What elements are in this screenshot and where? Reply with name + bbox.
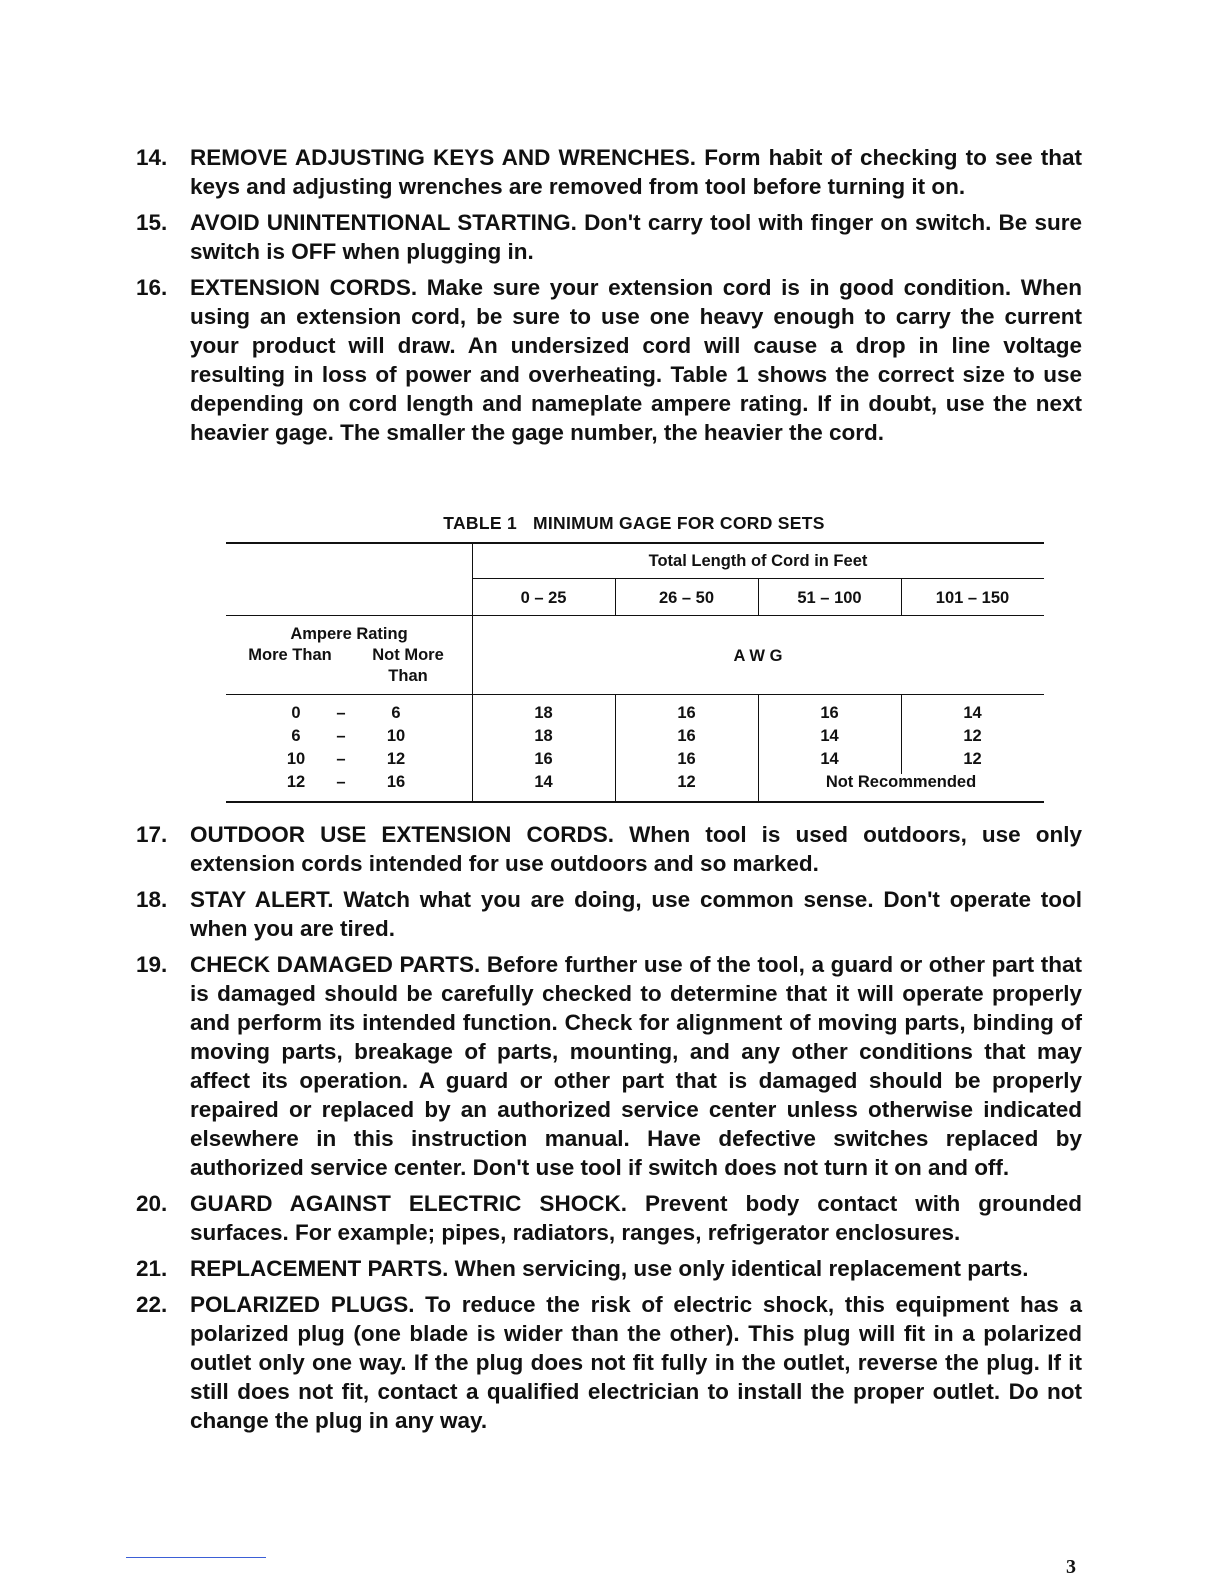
rule-text: AVOID UNINTENTIONAL STARTING. Don't carry tool with finger on switch. Be sure switch is OFF when plugging in.	[190, 210, 1082, 264]
range-to: 16	[386, 773, 406, 791]
page-number: 3	[1066, 1556, 1076, 1578]
gage-cell: 16	[820, 704, 839, 722]
rule-text: GUARD AGAINST ELECTRIC SHOCK. Prevent body contact with grounded surfaces. For example; pipes, radiators, ranges, refrigerator enclosures.	[190, 1191, 1082, 1245]
rule-item	[136, 143, 1082, 201]
gage-cell: 14	[963, 704, 982, 722]
range-row	[276, 748, 426, 771]
table-rule-awg	[226, 694, 1044, 695]
rule-text: REMOVE ADJUSTING KEYS AND WRENCHES. Form habit of checking to see that keys and adjusting wrenches are removed from tool before turning it on.	[190, 145, 1082, 199]
gage-cell: 14	[820, 727, 839, 745]
cord-gage-table	[226, 542, 1044, 804]
gage-cell: 12	[677, 773, 696, 791]
safety-rules-list-top	[136, 143, 1082, 454]
gage-cell: 16	[534, 750, 553, 768]
table-caption-title: MINIMUM GAGE FOR CORD SETS	[533, 513, 825, 533]
rule-item	[136, 273, 1082, 447]
rule-text: OUTDOOR USE EXTENSION CORDS. When tool is used outdoors, use only extension cords intended for use outdoors and so marked.	[190, 822, 1082, 876]
table-rule-columns	[226, 615, 1044, 616]
rule-item	[136, 1189, 1082, 1247]
range-dash: –	[336, 750, 346, 768]
gage-cell: 18	[534, 727, 553, 745]
rule-text: EXTENSION CORDS. Make sure your extension cord is in good condition. When using an extension cord, be sure to use one heavy enough to carry the current your product will draw. An undersized cord will cause a drop in line voltage resulting in loss of power and overheating. Table 1 shows the correct size to use depending on cord length and nameplate ampere rating. If in doubt, use the next heavier gage. The smaller the gage number, the heavier the cord.	[190, 275, 1082, 445]
more-than-label: More Than	[248, 646, 332, 664]
range-from: 6	[291, 727, 301, 745]
range-row	[276, 702, 426, 725]
ampere-rating-label: Ampere Rating	[290, 625, 408, 643]
length-column-header: 51 – 100	[797, 589, 862, 607]
range-dash: –	[336, 727, 346, 745]
range-to: 10	[386, 727, 406, 745]
length-column-header: 0 – 25	[520, 589, 567, 607]
rule-item	[136, 820, 1082, 878]
rule-text: CHECK DAMAGED PARTS. Before further use of the tool, a guard or other part that is damaged should be carefully checked to determine that it will operate properly and perform its intended function. Check for alignment of moving parts, binding of moving parts, breakage of parts, mounting, and any other conditions that may affect its operation. A guard or other part that is damaged should be properly repaired or replaced by an authorized service center unless otherwise indicated elsewhere in this instruction manual. Have defective switches replaced by authorized service center. Don't use tool if switch does not turn it on and off.	[190, 952, 1082, 1180]
rule-number: 21.	[136, 1256, 168, 1281]
rule-number: 22.	[136, 1292, 168, 1317]
gage-cell: 12	[963, 750, 982, 768]
rule-number: 17.	[136, 822, 168, 847]
rule-number: 20.	[136, 1191, 168, 1216]
rule-text: STAY ALERT. Watch what you are doing, use common sense. Don't operate tool when you are tired.	[190, 887, 1082, 941]
length-header: Total Length of Cord in Feet	[648, 552, 868, 570]
table-rule-top	[226, 542, 1044, 544]
rule-number: 15.	[136, 210, 168, 235]
gage-cell: 16	[677, 750, 696, 768]
rule-item	[136, 1290, 1082, 1435]
range-from: 10	[286, 750, 306, 768]
rule-number: 14.	[136, 145, 168, 170]
range-dash: –	[336, 704, 346, 722]
range-dash: –	[336, 773, 346, 791]
length-column-header: 101 – 150	[935, 589, 1010, 607]
range-from: 0	[291, 704, 301, 722]
footer-rule	[126, 1557, 266, 1558]
rule-item	[136, 885, 1082, 943]
not-more-than-label: Not More Than	[372, 646, 444, 685]
gage-cell: 14	[820, 750, 839, 768]
awg-label: A W G	[733, 647, 783, 665]
table-caption	[226, 513, 1042, 534]
rule-text: POLARIZED PLUGS. To reduce the risk of electric shock, this equipment has a polarized plug (one blade is wider than the other). This plug will fit in a polarized outlet only one way. If the plug does not fit fully in the outlet, reverse the plug. If it still does not fit, contact a qualified electrician to install the proper outlet. Do not change the plug in any way.	[190, 1292, 1082, 1433]
range-row	[276, 771, 426, 794]
table-rule-bottom	[226, 801, 1044, 803]
rule-number: 16.	[136, 275, 168, 300]
gage-cell: 16	[677, 704, 696, 722]
gage-cell: 14	[534, 773, 553, 791]
not-recommended-cell: Not Recommended	[825, 773, 977, 791]
rule-number: 18.	[136, 887, 168, 912]
ampere-rating-header	[226, 624, 472, 687]
range-row	[276, 725, 426, 748]
rule-item	[136, 208, 1082, 266]
table-caption-label: TABLE 1	[443, 513, 518, 533]
range-to: 12	[386, 750, 406, 768]
length-column-header: 26 – 50	[658, 589, 715, 607]
gage-cell: 18	[534, 704, 553, 722]
safety-rules-list-bottom	[136, 820, 1082, 1442]
rule-text: REPLACEMENT PARTS. When servicing, use only identical replacement parts.	[190, 1256, 1029, 1281]
rule-number: 19.	[136, 952, 168, 977]
range-from: 12	[286, 773, 306, 791]
gage-cell: 16	[677, 727, 696, 745]
range-to: 6	[391, 704, 401, 722]
rule-item	[136, 1254, 1082, 1283]
rule-item	[136, 950, 1082, 1182]
gage-cell: 12	[963, 727, 982, 745]
